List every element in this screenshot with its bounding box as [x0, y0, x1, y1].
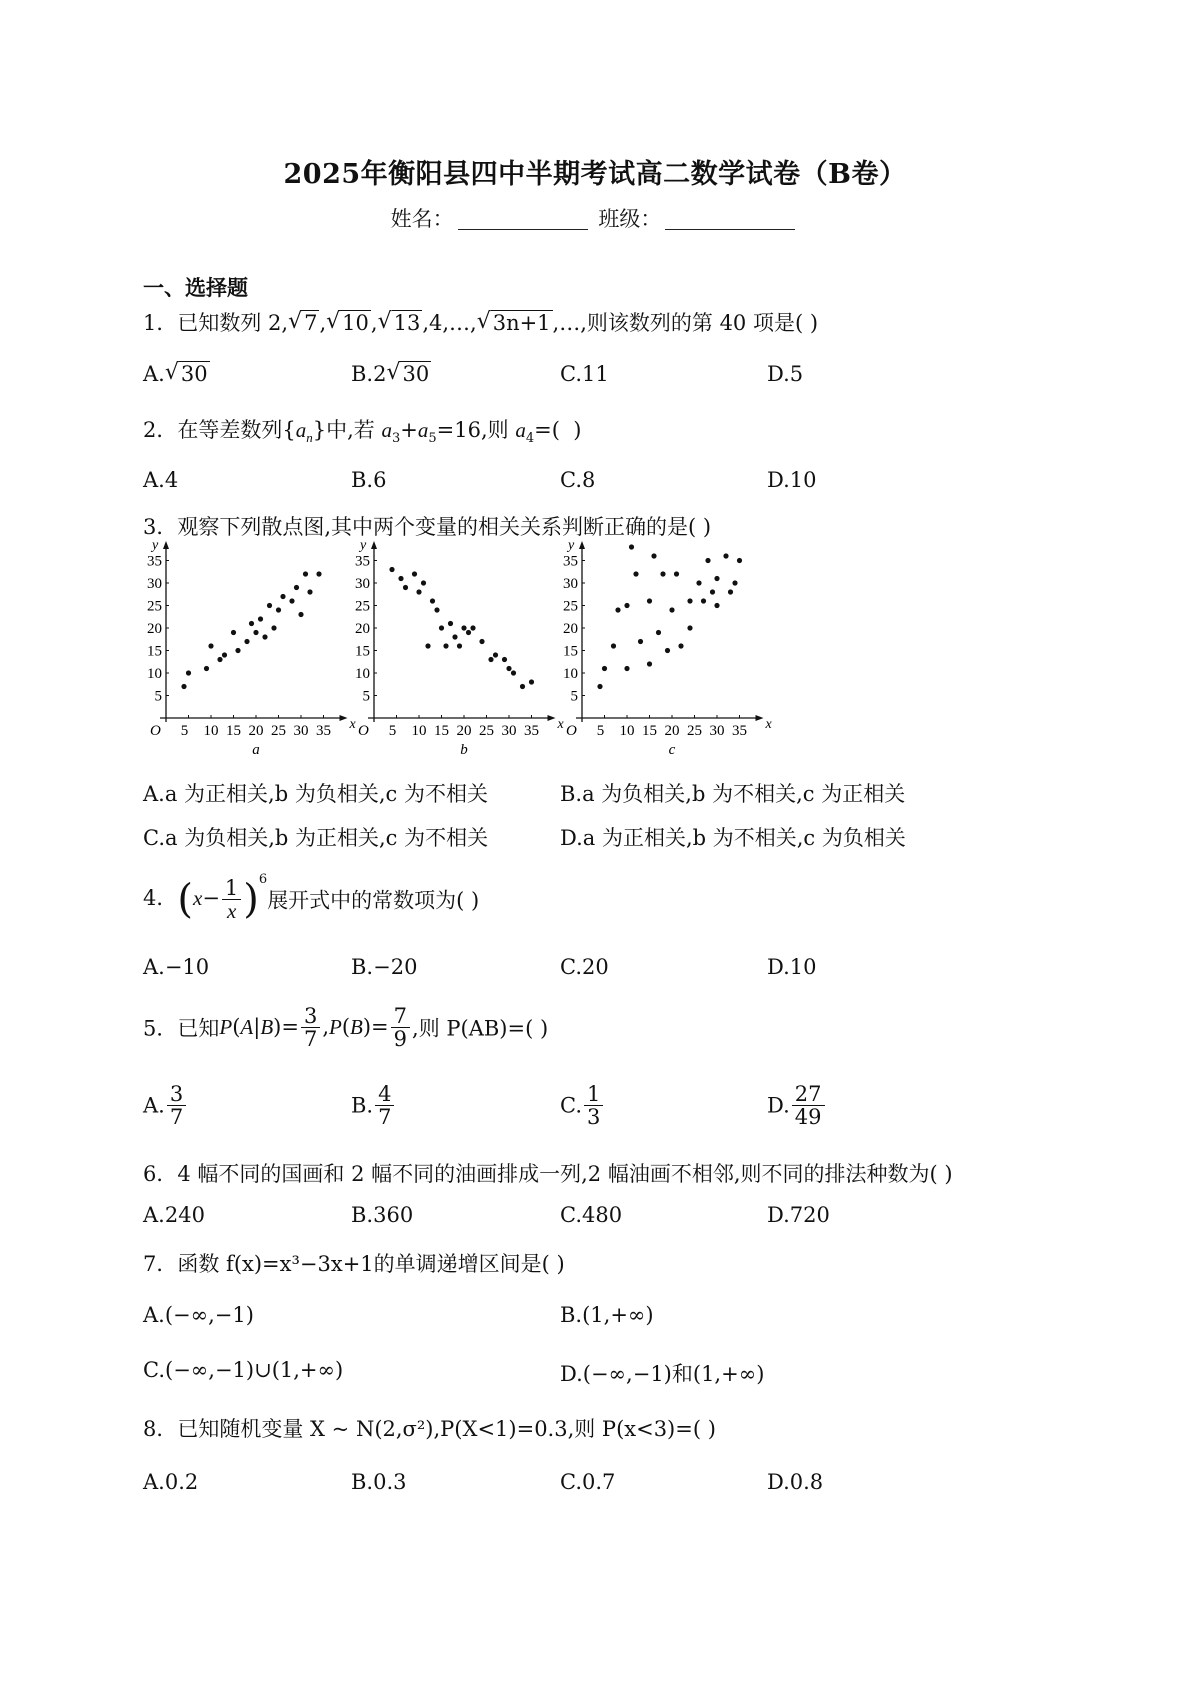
sqrt-13: √ 13	[377, 309, 421, 335]
y-axis-label: y	[360, 538, 367, 553]
data-point	[271, 625, 276, 630]
data-point	[696, 580, 701, 585]
question-4: 4．(x− $\frac{1}{x}$ )$^6$展开式中的常数项为( )	[143, 872, 480, 923]
data-point	[186, 670, 191, 675]
data-point	[276, 607, 281, 612]
data-point	[389, 567, 394, 572]
plot-caption: a	[252, 742, 260, 758]
q2-option-d[interactable]: D.10	[767, 468, 817, 492]
y-tick-label: 15	[147, 643, 162, 660]
x-axis-arrow	[340, 715, 348, 721]
x-tick-label: 15	[434, 723, 449, 739]
q4-option-c[interactable]: C.20	[560, 955, 609, 979]
scatter-plot-a	[147, 538, 357, 758]
x-tick-label: 15	[226, 723, 241, 739]
class-blank[interactable]	[665, 209, 795, 230]
data-point	[705, 558, 710, 563]
data-point	[529, 679, 534, 684]
data-point	[488, 657, 493, 662]
data-point	[723, 553, 728, 558]
q8-option-b[interactable]: B.0.3	[351, 1470, 407, 1494]
x-tick-label: 30	[293, 723, 309, 739]
data-point	[470, 625, 475, 630]
origin-label: O	[150, 723, 161, 739]
x-tick-label: 25	[479, 723, 494, 739]
data-point	[728, 589, 733, 594]
data-point	[638, 639, 643, 644]
y-tick-label: 5	[362, 688, 370, 705]
data-point	[443, 643, 448, 648]
q7-option-d[interactable]: D.(−∞,−1)和(1,+∞)	[560, 1362, 765, 1386]
class-label: 班级：	[598, 207, 662, 231]
y-axis-label: y	[152, 538, 159, 553]
q4-option-a[interactable]: A.−10	[143, 955, 210, 979]
y-tick-label: 5	[154, 688, 162, 705]
q1-suffix: ,…,则该数列的第 40 项是( )	[552, 311, 819, 335]
x-tick-label: 20	[248, 723, 264, 739]
data-point	[647, 661, 652, 666]
data-point	[307, 589, 312, 594]
data-point	[303, 571, 308, 576]
sqrt-7: √ 7	[288, 309, 318, 335]
data-point	[222, 652, 227, 657]
data-point	[665, 648, 670, 653]
q3-option-b[interactable]: B.a 为负相关,b 为不相关,c 为正相关	[560, 782, 906, 806]
q2-option-b[interactable]: B.6	[351, 468, 387, 492]
x-tick-label: 35	[524, 723, 539, 739]
y-tick-label: 20	[355, 621, 370, 637]
data-point	[714, 576, 719, 581]
name-class-line	[0, 203, 1190, 233]
data-point	[421, 580, 426, 585]
data-point	[737, 558, 742, 563]
q5-option-a[interactable]: A. $\frac{3}{7}$	[143, 1083, 188, 1128]
origin-label: O	[358, 723, 369, 739]
x-tick-label: 35	[732, 723, 747, 739]
data-point	[624, 666, 629, 671]
data-point	[430, 598, 435, 603]
y-tick-label: 10	[563, 666, 578, 682]
data-point	[425, 643, 430, 648]
y-tick-label: 25	[563, 598, 578, 615]
y-axis-arrow	[371, 541, 377, 549]
y-tick-label: 35	[147, 553, 162, 570]
question-3: 3．观察下列散点图,其中两个变量的相关关系判断正确的是( )	[143, 515, 712, 539]
q1-num: 1．	[143, 311, 178, 335]
data-point	[615, 607, 620, 612]
data-point	[461, 625, 466, 630]
plot-caption: b	[460, 742, 468, 758]
q1-option-c[interactable]: C.11	[560, 362, 609, 386]
sqrt-10: √ 10	[326, 309, 369, 335]
data-point	[520, 684, 525, 689]
section-heading: 一、选择题	[143, 276, 248, 300]
data-point	[602, 666, 607, 671]
y-axis-arrow	[163, 541, 169, 549]
q3-option-c[interactable]: C.a 为负相关,b 为正相关,c 为不相关	[143, 826, 489, 850]
y-axis-arrow	[579, 541, 585, 549]
q6-option-d[interactable]: D.720	[767, 1203, 830, 1227]
y-tick-label: 25	[147, 598, 162, 615]
question-7: 7．函数 f(x)=x³−3x+1的单调递增区间是( )	[143, 1252, 565, 1276]
q6-option-c[interactable]: C.480	[560, 1203, 623, 1227]
data-point	[678, 643, 683, 648]
data-point	[647, 598, 652, 603]
y-tick-label: 25	[355, 598, 370, 615]
data-point	[217, 657, 222, 662]
data-point	[398, 576, 403, 581]
data-point	[710, 589, 715, 594]
question-6: 6．4 幅不同的国画和 2 幅不同的油画排成一列,2 幅油画不相邻,则不同的排法种数为( )	[143, 1162, 953, 1186]
data-point	[249, 621, 254, 626]
q3-option-a[interactable]: A.a 为正相关,b 为负相关,c 为不相关	[143, 782, 488, 806]
x-axis-arrow	[756, 715, 764, 721]
x-tick-label: 10	[411, 723, 427, 739]
data-point	[267, 603, 272, 608]
q4-option-d[interactable]: D.10	[767, 955, 817, 979]
y-tick-label: 20	[147, 621, 162, 637]
x-tick-label: 35	[316, 723, 331, 739]
y-tick-label: 10	[147, 666, 162, 682]
data-point	[493, 652, 498, 657]
data-point	[280, 594, 285, 599]
q7-option-a[interactable]: A.(−∞,−1)	[143, 1303, 254, 1327]
data-point	[235, 648, 240, 653]
x-tick-label: 30	[709, 723, 725, 739]
data-point	[452, 634, 457, 639]
x-axis-label: x	[765, 717, 772, 732]
x-tick-label: 20	[664, 723, 680, 739]
q8-option-d[interactable]: D.0.8	[767, 1470, 824, 1494]
data-point	[298, 612, 303, 617]
y-tick-label: 15	[355, 643, 370, 660]
data-point	[181, 684, 186, 689]
data-point	[434, 607, 439, 612]
data-point	[687, 625, 692, 630]
data-point	[506, 666, 511, 671]
data-point	[244, 639, 249, 644]
x-tick-label: 25	[687, 723, 702, 739]
data-point	[701, 598, 706, 603]
data-point	[687, 598, 692, 603]
data-point	[714, 603, 719, 608]
q6-option-b[interactable]: B.360	[351, 1203, 414, 1227]
data-point	[204, 666, 209, 671]
data-point	[669, 607, 674, 612]
scatter-plot-c	[563, 538, 773, 758]
data-point	[511, 670, 516, 675]
plot-caption: c	[668, 742, 676, 758]
data-point	[208, 643, 213, 648]
data-point	[624, 603, 629, 608]
question-1: 1．已知数列 2, √ 7, √ 10, √ 13,4,…, √ 3n+1,…,则该数列的第 40 项是( )	[143, 309, 819, 335]
y-tick-label: 20	[563, 621, 578, 637]
x-tick-label: 5	[180, 723, 189, 739]
y-tick-label: 5	[570, 688, 578, 705]
x-axis-arrow	[548, 715, 556, 721]
data-point	[656, 630, 661, 635]
name-blank[interactable]	[458, 209, 588, 230]
y-tick-label: 30	[563, 576, 578, 592]
x-tick-label: 20	[456, 723, 472, 739]
q8-option-c[interactable]: C.0.7	[560, 1470, 616, 1494]
x-tick-label: 25	[271, 723, 286, 739]
x-axis-label: x	[349, 717, 356, 732]
q2-option-a[interactable]: A.4	[143, 468, 179, 492]
data-point	[611, 643, 616, 648]
x-tick-label: 10	[203, 723, 219, 739]
data-point	[439, 625, 444, 630]
q5-option-d[interactable]: D. $\frac{27}{49}$	[767, 1083, 827, 1128]
data-point	[479, 639, 484, 644]
q7-option-b[interactable]: B.(1,+∞)	[560, 1303, 654, 1327]
data-point	[629, 544, 634, 549]
data-point	[258, 616, 263, 621]
q5-option-c[interactable]: C. $\frac{1}{3}$	[560, 1083, 605, 1128]
data-point	[457, 643, 462, 648]
data-point	[448, 621, 453, 626]
sqrt-general-term: √ 3n+1	[476, 309, 551, 335]
data-point	[253, 630, 258, 635]
q4-option-b[interactable]: B.−20	[351, 955, 418, 979]
x-tick-label: 5	[596, 723, 605, 739]
name-label: 姓名：	[390, 207, 454, 231]
data-point	[262, 634, 267, 639]
origin-label: O	[566, 723, 577, 739]
data-point	[651, 553, 656, 558]
y-tick-label: 30	[147, 576, 162, 592]
scatter-plot-b	[355, 538, 565, 758]
q1-mid: ,4,…,	[422, 311, 477, 335]
q5-option-b[interactable]: B. $\frac{4}{7}$	[351, 1083, 396, 1128]
scatter-plots	[140, 538, 772, 758]
q1-prefix: 已知数列 2,	[177, 311, 289, 335]
y-tick-label: 35	[563, 553, 578, 570]
x-tick-label: 10	[619, 723, 635, 739]
q6-option-a[interactable]: A.240	[143, 1203, 205, 1227]
data-point	[416, 589, 421, 594]
data-point	[633, 571, 638, 576]
data-point	[231, 630, 236, 635]
x-tick-label: 15	[642, 723, 657, 739]
data-point	[466, 630, 471, 635]
q1-option-b[interactable]: B.2 √ 30	[351, 360, 430, 386]
question-2: 2．在等差数列$\{a_n\}$中,若 $a_3+a_5=16$,则 $a_4=$( )	[143, 418, 582, 447]
data-point	[597, 684, 602, 689]
x-tick-label: 5	[388, 723, 397, 739]
q3-option-d[interactable]: D.a 为正相关,b 为不相关,c 为负相关	[560, 826, 906, 850]
page-title: 2025年衡阳县四中半期考试高二数学试卷（B卷）	[283, 159, 907, 190]
q7-option-c[interactable]: C.(−∞,−1)∪(1,+∞)	[143, 1358, 344, 1382]
data-point	[289, 598, 294, 603]
y-tick-label: 15	[563, 643, 578, 660]
y-tick-label: 10	[355, 666, 370, 682]
q1-option-a[interactable]: A. √ 30	[143, 360, 208, 386]
x-tick-label: 30	[501, 723, 517, 739]
q8-option-a[interactable]: A.0.2	[143, 1470, 199, 1494]
q2-option-c[interactable]: C.8	[560, 468, 596, 492]
y-axis-label: y	[568, 538, 575, 553]
y-tick-label: 30	[355, 576, 370, 592]
data-point	[403, 585, 408, 590]
data-point	[412, 571, 417, 576]
data-point	[294, 585, 299, 590]
data-point	[316, 571, 321, 576]
data-point	[732, 580, 737, 585]
x-axis-label: x	[557, 717, 564, 732]
y-tick-label: 35	[355, 553, 370, 570]
question-5: 5．已知P(A|B)= $\frac{3}{7}$ ,P(B)= $\frac{7}{9}$ ,则 P(AB)=( )	[143, 1004, 549, 1052]
question-8: 8．已知随机变量 X ~ N(2,σ²),P(X<1)=0.3,则 P(x<3)=( )	[143, 1417, 716, 1441]
data-point	[502, 657, 507, 662]
data-point	[674, 571, 679, 576]
q1-option-d[interactable]: D.5	[767, 362, 804, 386]
data-point	[660, 571, 665, 576]
